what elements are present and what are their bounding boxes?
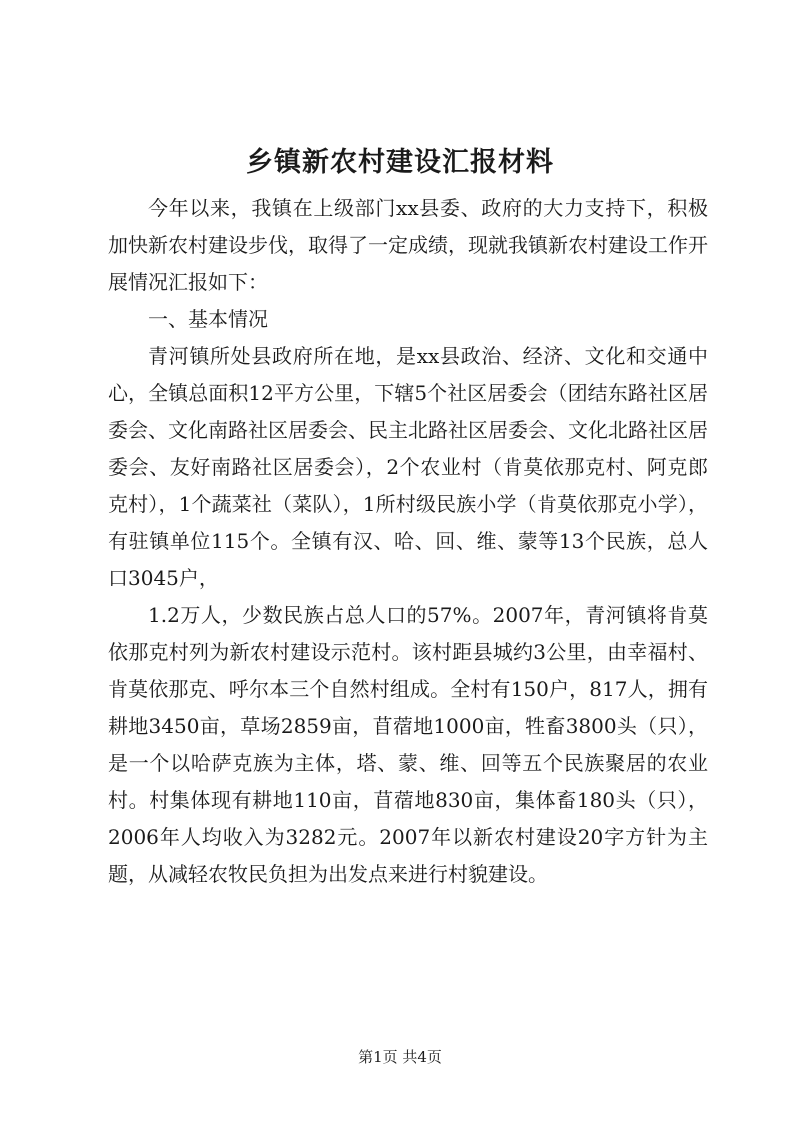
document-body [108,190,708,893]
demo-village-paragraph: 1.2万人，少数民族占总人口的57%。2007年，青河镇将肯莫依那克村列为新农村建设示范村。该村距县城约3公里，由幸福村、肯莫依那克、呼尔本三个自然村组成。全村有150户，817人，拥有耕地3450亩，草场2859亩，苜蓿地1000亩，牲畜3800头（只），是一个以哈萨克族为主体，塔、蒙、维、回等五个民族聚居的农业村。村集体现有耕地110亩，苜蓿地830亩，集体畜180头（只），2006年人均收入为3282元。2007年以新农村建设20字方针为主题，从减轻农牧民负担为出发点来进行村貌建设。 [108,603,708,886]
intro-paragraph: 今年以来，我镇在上级部门xx县委、政府的大力支持下，积极加快新农村建设步伐，取得了一定成绩，现就我镇新农村建设工作开展情况汇报如下： [108,196,708,294]
document-title: 乡镇新农村建设汇报材料 [246,147,554,178]
page-footer: 第1页 共4页 [358,1048,442,1066]
basic-info-paragraph: 青河镇所处县政府所在地，是xx县政治、经济、文化和交通中心，全镇总面积12平方公里，下辖5个社区居委会（团结东路社区居委会、文化南路社区居委会、民主北路社区居委会、文化北路社区居委会、友好南路社区居委会），2个农业村（肯莫依那克村、阿克郎克村），1个蔬菜社（菜队），1所村级民族小学（肯莫依那克小学），有驻镇单位115个。全镇有汉、哈、回、维、蒙等13个民族，总人口3045户， [108,344,708,590]
section-heading: 一、基本情况 [148,307,268,331]
